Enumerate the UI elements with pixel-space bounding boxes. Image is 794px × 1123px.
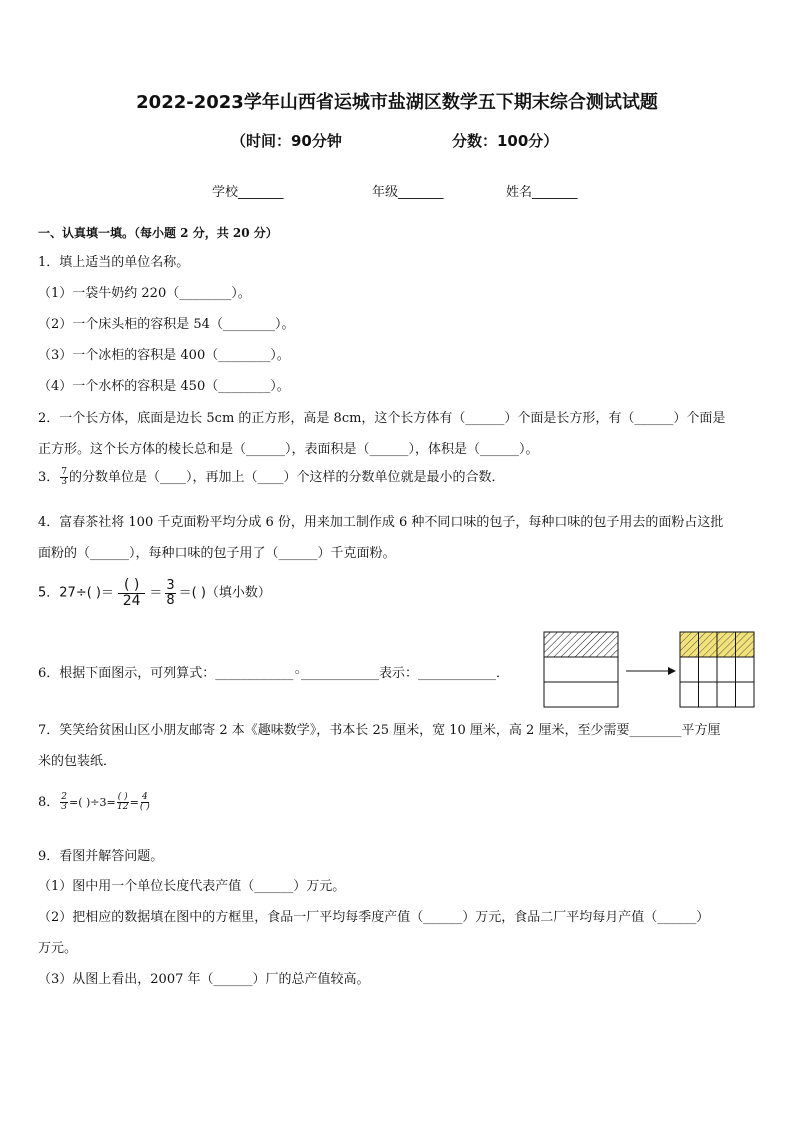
equals-sign: ＝ bbox=[149, 585, 163, 601]
grade-field: 年级_______ bbox=[372, 185, 444, 200]
question-8-prefix: 8． bbox=[38, 795, 60, 810]
question-6-figure bbox=[540, 628, 760, 710]
fraction-denominator: 12 bbox=[116, 802, 129, 812]
exam-score: 分数：100分） bbox=[452, 132, 559, 150]
question-8-middle: =( )÷3= bbox=[69, 796, 116, 809]
equals-sign: = bbox=[129, 796, 139, 809]
question-9-part-1: （1）图中用一个单位长度代表产值（______）万元。 bbox=[38, 879, 346, 894]
question-5-fraction-1 bbox=[118, 578, 145, 608]
right-grid bbox=[680, 632, 754, 707]
fraction-numerator: 4 bbox=[141, 791, 148, 802]
fraction-numerator: 2 bbox=[61, 791, 68, 802]
fraction-denominator: 24 bbox=[122, 592, 141, 609]
exam-time: （时间：90分钟 bbox=[231, 132, 342, 150]
question-4-line-1: 4．富春茶社将 100 千克面粉平均分成 6 份，用来加工制作成 6 种不同口味的包子，每种口味的包子用去的面粉占这批 bbox=[38, 515, 724, 530]
name-field: 姓名_______ bbox=[506, 185, 578, 200]
question-8 bbox=[38, 791, 151, 812]
fraction-numerator: 7 bbox=[61, 466, 68, 477]
question-1-stem: 1．填上适当的单位名称。 bbox=[38, 255, 190, 270]
fraction-denominator: ( ) bbox=[139, 802, 150, 812]
question-1-part-2: （2）一个床头柜的容积是 54（________）。 bbox=[38, 317, 295, 332]
question-5 bbox=[38, 578, 271, 608]
question-9-part-3: （3）从图上看出，2007 年（______）厂的总产值较高。 bbox=[38, 972, 370, 987]
fraction-denominator: 3 bbox=[61, 477, 68, 487]
school-field: 学校_______ bbox=[212, 185, 284, 200]
question-9-stem: 9．看图并解答问题。 bbox=[38, 849, 164, 864]
question-2-line-1: 2．一个长方体，底面是边长 5cm 的正方形，高是 8cm，这个长方体有（______）个面是长方形，有（______）个面是 bbox=[38, 411, 726, 426]
question-8-fraction-3 bbox=[140, 793, 150, 813]
question-3-fraction bbox=[60, 468, 68, 488]
question-5-prefix: 5．27÷( )＝ bbox=[38, 585, 114, 601]
question-7-line-2: 米的包装纸． bbox=[38, 754, 117, 769]
question-3-prefix: 3． bbox=[38, 470, 60, 485]
question-9-part-2-line-1: （2）把相应的数据填在图中的方框里，食品一厂平均每季度产值（______）万元，食品二厂平均每月产值（______） bbox=[38, 910, 710, 925]
question-8-fraction-1 bbox=[60, 793, 68, 813]
question-2-line-2: 正方形。这个长方体的棱长总和是（______），表面积是（______），体积是（______）。 bbox=[38, 442, 539, 457]
question-8-fraction-2 bbox=[117, 793, 129, 813]
question-1-part-3: （3）一个冰柜的容积是 400（________）。 bbox=[38, 348, 290, 363]
question-4-line-2: 面粉的（______），每种口味的包子用了（______）千克面粉。 bbox=[38, 546, 396, 561]
fraction-numerator: ( ) bbox=[117, 791, 128, 802]
section-heading: 一、认真填一填。（每小题 2 分，共 20 分） bbox=[38, 226, 278, 240]
question-3-text: 的分数单位是（____），再加上（____）个这样的分数单位就是最小的合数． bbox=[69, 470, 505, 485]
left-rectangle bbox=[544, 632, 618, 707]
fraction-numerator: ( ) bbox=[118, 578, 145, 594]
question-7-line-1: 7．笑笑给贫困山区小朋友邮寄 2 本《趣味数学》，书本长 25 厘米，宽 10 厘米，高 2 厘米，至少需要________平方厘 bbox=[38, 723, 721, 738]
fraction-numerator: 3 bbox=[166, 578, 175, 594]
question-9-part-2-line-2: 万元。 bbox=[38, 941, 78, 956]
arrow-icon bbox=[626, 667, 676, 675]
page-title: 2022-2023学年山西省运城市盐湖区数学五下期末综合测试试题 bbox=[136, 92, 658, 113]
fraction-denominator: 3 bbox=[61, 802, 68, 812]
question-5-suffix: ＝( )（填小数） bbox=[178, 585, 271, 601]
question-1-part-1: （1）一袋牛奶约 220（________）。 bbox=[38, 286, 251, 301]
question-3 bbox=[38, 466, 505, 487]
question-5-fraction-2 bbox=[165, 579, 175, 607]
question-1-part-4: （4）一个水杯的容积是 450（________）。 bbox=[38, 379, 290, 394]
question-6-text: 6．根据下面图示，可列算式：____________◦____________表示：____________． bbox=[38, 666, 509, 681]
fraction-denominator: 8 bbox=[166, 592, 175, 608]
shaded-row bbox=[544, 632, 618, 657]
